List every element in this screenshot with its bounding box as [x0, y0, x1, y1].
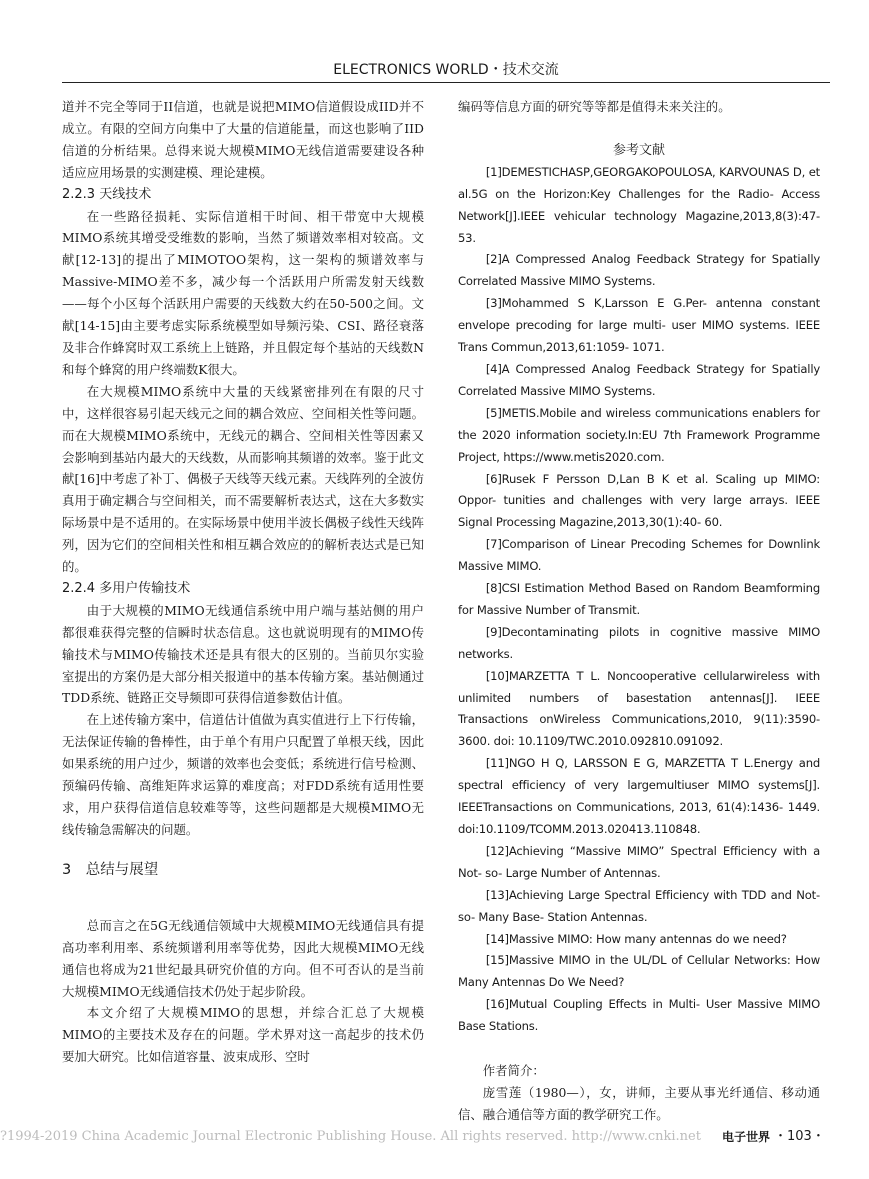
- header-rule: [62, 82, 830, 83]
- author-bio-heading: 作者简介：: [482, 1063, 545, 1079]
- reference-item: [15]Massive MIMO in the UL/DL of Cellular Networks: How Many Antennas Do We Need?: [458, 953, 820, 990]
- section-heading-conclusion: 3 总结与展望: [62, 861, 159, 878]
- paragraph-continued: 道并不完全等同于II信道，也就是说把MIMO信道假设成IID并不成立。有限的空间方向集中了大量的信道能量，而这也影响了IID信道的分析结果。总得来说大规模MIMO无线信道需要建设各种适应应用场景的实测建模、理论建模。: [62, 99, 424, 180]
- paragraph-antenna-2: 在大规模MIMO系统中大量的天线紧密排列在有限的尺寸中，这样很容易引起天线元之间的耦合效应、空间相关性等问题。而在大规模MIMO系统中，无线元的耦合、空间相关性等因素又会影响到基站内最大的天线数，从而影响其频谱的效率。鉴于此文献[16]中考虑了补丁、偶极子天线等天线元素。天线阵列的全波仿真用于确定耦合与空间相关，而不需要解析表达式，这在大多数实际场景中是不适用的。在实际场景中使用半波长偶极子线性天线阵列，因为它们的空间相关性和相互耦合效应的的解析表达式是已知的。: [62, 383, 424, 575]
- reference-item: [10]MARZETTA T L. Noncooperative cellularwireless with unlimited numbers of basestation antennas[J]. IEEE Transactions onWireless Communications,2010, 9(11):3590- 3600. doi: 10.1109/TWC.2010.092810.091092.: [458, 668, 820, 749]
- paragraph-continued-right: 编码等信息方面的研究等等都是值得未来关注的。: [458, 99, 731, 114]
- reference-item: [4]A Compressed Analog Feedback Strategy for Spatially Correlated Massive MIMO Systems.: [458, 361, 820, 398]
- paragraph-antenna-1: 在一些路径损耗、实际信道相干时间、相干带宽中大规模MIMO系统其增受受维数的影响，当然了频谱效率相对较高。文献[12-13]的提出了MIMOTOO架构，这一架构的频谱效率与Massive-MIMO差不多，减少每一个活跃用户所需发射天线数——每个小区每个活跃用户需要的天线数大约在50-500之间。文献[14-15]由主要考虑实际系统模型如导频污染、CSI、路径衰落及非合作蜂窝时双工系统上上链路，并且假定每个基站的天线数N和每个蜂窝的用户终端数K很大。: [62, 208, 424, 377]
- page-number: ・103・: [774, 1129, 825, 1144]
- journal-logo: 电子世界: [722, 1130, 771, 1144]
- spacer: [62, 893, 424, 915]
- reference-item: [1]DEMESTICHASP,GEORGAKOPOULOSA, KARVOUNAS D, et al.5G on the Horizon:Key Challenges for the Radio- Access Network[J].IEEE vehicular technology Magazine,2013,8(3):47- 53.: [458, 164, 820, 245]
- right-column: [458, 96, 820, 1126]
- reference-item: [5]METIS.Mobile and wireless communications enablers for the 2020 information society.In:EU 7th Framework Programme Project, https://www.metis2020.com.: [458, 405, 820, 464]
- paragraph-multiuser-1: 由于大规模的MIMO无线通信系统中用户端与基站侧的用户都很难获得完整的信瞬时状态信息。这也就说明现有的MIMO传输技术与MIMO传输技术还是具有很大的区别的。当前贝尔实验室提出的方案仍是大部分相关报道中的基本传输方案。基站侧通过TDD系统、链路正交导频即可获得信道参数估计值。: [62, 602, 424, 706]
- paragraph-conclusion-1: 总而言之在5G无线通信领域中大规模MIMO无线通信具有提高功率利用率、系统频谱利用率等优势，因此大规模MIMO无线通信也将成为21世纪最具研究价值的方向。但不可否认的是当前大规模MIMO无线通信技术仍处于起步阶段。: [62, 917, 424, 999]
- subsection-heading-multiuser: 2.2.4 多用户传输技术: [62, 580, 191, 596]
- copyright-watermark: ?1994-2019 China Academic Journal Electronic Publishing House. All rights reserved. http://www.cnki.net: [0, 1129, 701, 1144]
- running-header: ELECTRONICS WORLD・技术交流: [333, 62, 559, 78]
- reference-list: [458, 162, 820, 1038]
- reference-item: [3]Mohammed S K,Larsson E G.Per- antenna constant envelope precoding for large multi- user MIMO systems. IEEE Trans Commun,2013,61:1059- 1071.: [458, 296, 820, 355]
- paragraph-multiuser-2: 在上述传输方案中，信道估计值做为真实值进行上下行传输，无法保证传输的鲁棒性，由于单个有用户只配置了单根天线，因此如果系统的用户过少，频谱的效率也会变低；系统进行信号检测、预编码传输、高维矩阵求运算的难度高；对FDD系统有适用性要求，用户获得信道信息较难等等，这些问题都是大规模MIMO无线传输急需解决的问题。: [62, 712, 424, 837]
- reference-item: [7]Comparison of Linear Precoding Schemes for Downlink Massive MIMO.: [458, 537, 820, 574]
- reference-item: [13]Achieving Large Spectral Efficiency with TDD and Not- so- Many Base- Station Antennas.: [458, 887, 820, 924]
- left-column: [62, 96, 424, 1068]
- reference-item: [11]NGO H Q, LARSSON E G, MARZETTA T L.Energy and spectral efficiency of very largemultiuser MIMO systems[J]. IEEETransactions on Communications, 2013, 61(4):1436- 1449. doi:10.1109/TCOMM.2013.020413.110848.: [458, 756, 820, 836]
- reference-item: [8]CSI Estimation Method Based on Random Beamforming for Massive Number of Transmit.: [458, 581, 820, 617]
- subsection-heading-antenna: 2.2.3 天线技术: [62, 186, 152, 202]
- reference-item: [2]A Compressed Analog Feedback Strategy for Spatially Correlated Massive MIMO Systems.: [458, 252, 820, 289]
- paragraph-conclusion-2: 本文介绍了大规模MIMO的思想，并综合汇总了大规模MIMO的主要技术及存在的问题。学术界对这一高起步的技术仍要加大研究。比如信道容量、波束成形、空时: [62, 1005, 424, 1065]
- reference-item: [9]Decontaminating pilots in cognitive massive MIMO networks.: [458, 624, 820, 661]
- reference-item: [6]Rusek F Persson D,Lan B K et al. Scaling up MIMO: Oppor- tunities and challenges with very large arrays. IEEE Signal Processing Magazine,2013,30(1):40- 60.: [458, 471, 820, 530]
- reference-item: [16]Mutual Coupling Effects in Multi- User Massive MIMO Base Stations.: [458, 997, 820, 1034]
- author-bio-text: 庞雪莲（1980—），女，讲师，主要从事光纤通信、移动通信、融合通信等方面的教学研究工作。: [458, 1084, 820, 1122]
- references-title: 参考文献: [612, 142, 665, 158]
- reference-item: [12]Achieving “Massive MIMO” Spectral Efficiency with a Not- so- Large Number of Antennas.: [458, 843, 820, 880]
- reference-item: [14]Massive MIMO: How many antennas do we need?: [485, 931, 787, 946]
